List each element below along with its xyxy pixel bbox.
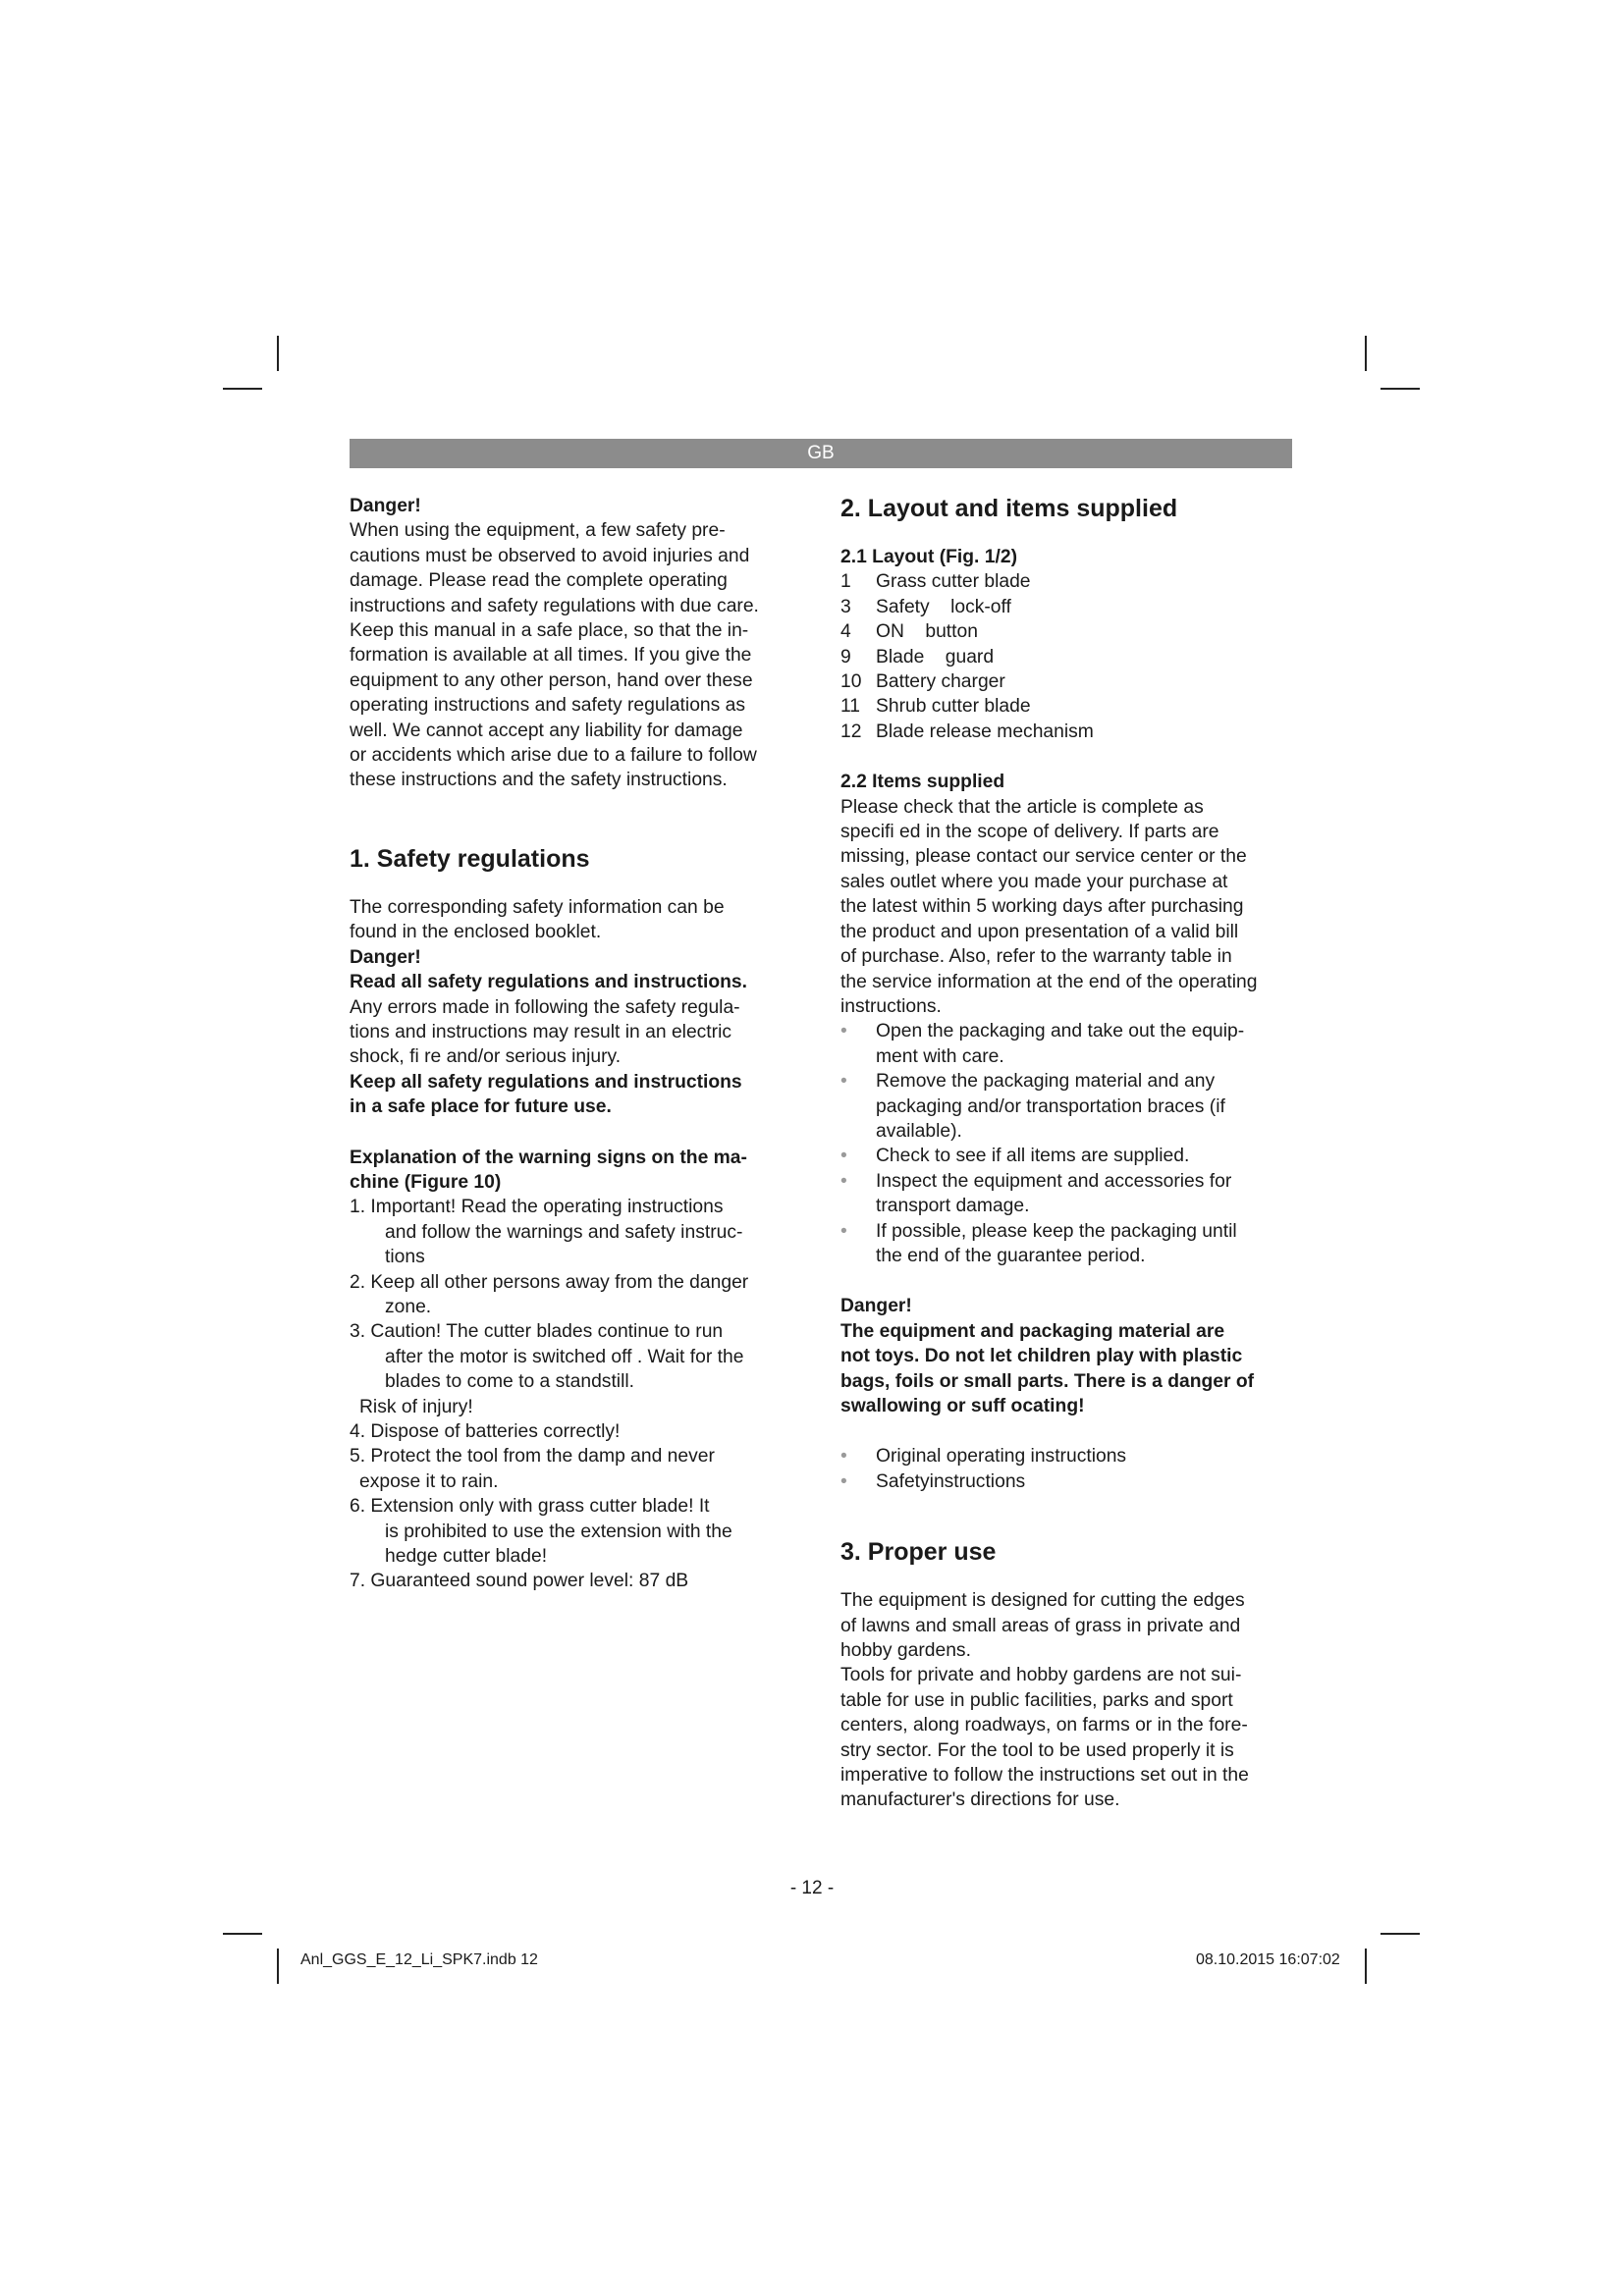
layout-item xyxy=(840,720,1302,744)
text-line: Tools for private and hobby gardens are not sui- xyxy=(840,1665,1242,1686)
text-line: imperative to follow the instructions set out in the xyxy=(840,1765,1249,1787)
danger-heading: Danger! xyxy=(350,946,421,968)
layout-item-label: ON button xyxy=(876,621,978,643)
layout-item-label: Safety lock-off xyxy=(876,596,1011,617)
layout-item xyxy=(840,569,1302,594)
text-line: Please check that the article is complete as xyxy=(840,796,1204,818)
supply-bullet-list xyxy=(840,1019,1302,1268)
subsection-title-items: 2.2 Items supplied xyxy=(840,772,1005,793)
danger-bold-paragraph xyxy=(350,1070,801,1120)
text-line: The corresponding safety information can be xyxy=(350,896,725,918)
bullet-text: the end of the guarantee period. xyxy=(876,1245,1146,1266)
text-line: swallowing or suff ocating! xyxy=(840,1396,1085,1416)
warning-item-line: 5. Protect the tool from the damp and never xyxy=(350,1446,715,1468)
danger-heading: Danger! xyxy=(840,1296,912,1317)
section-title-layout: 2. Layout and items supplied xyxy=(840,495,1178,522)
crop-mark xyxy=(277,1949,279,1984)
text-line: shock, fi re and/or serious injury. xyxy=(350,1046,622,1068)
text-line: found in the enclosed booklet. xyxy=(350,922,602,943)
section-title-safety: 1. Safety regulations xyxy=(350,844,590,873)
warning-signs-heading xyxy=(350,1146,801,1196)
warning-item-line: hedge cutter blade! xyxy=(385,1546,548,1568)
bullet-text: packaging and/or transportation braces (if xyxy=(876,1095,1225,1117)
layout-item xyxy=(840,669,1302,694)
text-line: operating instructions and safety regulations as xyxy=(350,695,746,717)
text-line: The equipment and packaging material are xyxy=(840,1320,1225,1342)
danger-heading: Danger! xyxy=(350,496,421,516)
layout-item xyxy=(840,595,1302,619)
bullet-icon: • xyxy=(840,1071,847,1093)
danger-paragraph xyxy=(350,995,801,1070)
layout-item-label: Battery charger xyxy=(876,671,1005,693)
text-line: cautions must be observed to avoid injuries and xyxy=(350,545,750,566)
language-header-bar: GB xyxy=(350,439,1292,468)
bullet-text: Safetyinstructions xyxy=(876,1470,1026,1492)
warning-item-line: 2. Keep all other persons away from the danger xyxy=(350,1271,749,1293)
text-line: instructions. xyxy=(840,995,942,1017)
bullet-text: Open the packaging and take out the equip- xyxy=(876,1021,1245,1042)
text-line: When using the equipment, a few safety pre- xyxy=(350,520,726,542)
text-line: chine (Figure 10) xyxy=(350,1171,502,1193)
text-line: damage. Please read the complete operating xyxy=(350,570,728,592)
text-line: Keep this manual in a safe place, so that the in- xyxy=(350,620,749,642)
warning-item-line: is prohibited to use the extension with the xyxy=(385,1521,732,1542)
crop-mark xyxy=(223,388,262,390)
layout-item-label: Grass cutter blade xyxy=(876,571,1031,593)
warning-item-line: 6. Extension only with grass cutter blade! It xyxy=(350,1496,710,1518)
layout-item-number: 9 xyxy=(840,646,851,667)
text-line: bags, foils or small parts. There is a danger of xyxy=(840,1370,1255,1392)
text-line: stry sector. For the tool to be used properly it is xyxy=(840,1739,1234,1761)
warning-item-line: zone. xyxy=(385,1296,432,1317)
warning-item-line: 1. Important! Read the operating instructions xyxy=(350,1197,724,1218)
warning-item-line: after the motor is switched off . Wait for the xyxy=(385,1346,744,1367)
warning-item-line: tions xyxy=(385,1247,425,1268)
layout-item-label: Blade release mechanism xyxy=(876,721,1094,742)
bullet-icon: • xyxy=(840,1470,847,1492)
text-line: Keep all safety regulations and instructions xyxy=(350,1071,742,1093)
layout-item-number: 3 xyxy=(840,596,851,617)
layout-list xyxy=(840,569,1302,744)
bullet-icon: • xyxy=(840,1146,847,1167)
text-line: sales outlet where you made your purchase at xyxy=(840,871,1228,892)
bullet-icon: • xyxy=(840,1446,847,1468)
text-line: specifi ed in the scope of delivery. If parts are xyxy=(840,822,1219,843)
text-line: of purchase. Also, refer to the warranty table in xyxy=(840,946,1232,968)
text-line: in a safe place for future use. xyxy=(350,1096,612,1118)
layout-item xyxy=(840,645,1302,669)
crop-mark xyxy=(277,336,279,371)
layout-item-number: 4 xyxy=(840,621,851,643)
warning-item-line: 3. Caution! The cutter blades continue to run xyxy=(350,1321,724,1343)
text-line: missing, please contact our service center or the xyxy=(840,846,1247,868)
right-column xyxy=(840,494,1302,1813)
bullet-item xyxy=(840,1019,1302,1069)
danger-paragraph xyxy=(350,518,801,792)
text-line: these instructions and the safety instructions. xyxy=(350,770,728,791)
bullet-text: ment with care. xyxy=(876,1045,1004,1067)
warning-item-line: 7. Guaranteed sound power level: 87 dB xyxy=(350,1571,689,1592)
layout-item-number: 10 xyxy=(840,671,862,693)
warning-item-line: 4. Dispose of batteries correctly! xyxy=(350,1421,621,1442)
text-line: or accidents which arise due to a failure to follow xyxy=(350,745,757,767)
danger-bold-paragraph xyxy=(840,1319,1302,1419)
text-line: formation is available at all times. If you give the xyxy=(350,645,752,667)
danger-bold-line: Read all safety regulations and instructions. xyxy=(350,972,748,993)
bullet-item xyxy=(840,1069,1302,1144)
warning-item-line: blades to come to a standstill. xyxy=(385,1371,635,1393)
bullet-item xyxy=(840,1144,1302,1168)
left-column xyxy=(350,494,801,1594)
items-supplied-paragraph xyxy=(840,795,1302,1020)
text-line: the service information at the end of the operating xyxy=(840,971,1258,992)
warning-item-line: expose it to rain. xyxy=(359,1470,499,1492)
bullet-text: Check to see if all items are supplied. xyxy=(876,1146,1190,1167)
layout-item-label: Blade guard xyxy=(876,646,995,667)
text-line: equipment to any other person, hand over these xyxy=(350,669,753,691)
layout-item-number: 11 xyxy=(840,696,861,718)
bullet-text: available). xyxy=(876,1120,962,1142)
warning-item-line: Risk of injury! xyxy=(359,1396,473,1417)
text-line: tions and instructions may result in an electric xyxy=(350,1021,732,1042)
section-title-proper-use: 3. Proper use xyxy=(840,1538,997,1567)
text-line: Explanation of the warning signs on the ma- xyxy=(350,1147,747,1168)
bullet-icon: • xyxy=(840,1170,847,1192)
crop-mark xyxy=(1380,1933,1420,1935)
text-line: instructions and safety regulations with due care. xyxy=(350,595,759,616)
layout-item-number: 12 xyxy=(840,721,862,742)
crop-mark xyxy=(1365,336,1367,371)
text-line: the product and upon presentation of a valid bill xyxy=(840,921,1239,942)
bullet-text: If possible, please keep the packaging until xyxy=(876,1220,1237,1242)
layout-item-label: Shrub cutter blade xyxy=(876,696,1031,718)
warning-signs-list xyxy=(350,1195,801,1594)
bullet-item xyxy=(840,1469,1302,1494)
layout-item xyxy=(840,694,1302,719)
bullet-text: Original operating instructions xyxy=(876,1446,1127,1468)
bullet-text: Inspect the equipment and accessories for xyxy=(876,1170,1232,1192)
text-line: table for use in public facilities, parks and sport xyxy=(840,1689,1233,1711)
text-line: the latest within 5 working days after purchasing xyxy=(840,896,1244,918)
bullet-icon: • xyxy=(840,1220,847,1242)
text-line: Any errors made in following the safety regula- xyxy=(350,996,740,1018)
warning-item-line: and follow the warnings and safety instruc- xyxy=(385,1221,743,1243)
layout-item-number: 1 xyxy=(840,571,851,593)
crop-mark xyxy=(223,1933,262,1935)
page-number: - 12 - xyxy=(789,1878,835,1898)
text-line: manufacturer's directions for use. xyxy=(840,1789,1120,1811)
proper-use-paragraph xyxy=(840,1588,1302,1813)
text-line: well. We cannot accept any liability for damage xyxy=(350,720,743,741)
bullet-item xyxy=(840,1169,1302,1219)
safety-intro xyxy=(350,895,801,945)
crop-mark xyxy=(1380,388,1420,390)
layout-item xyxy=(840,619,1302,644)
text-line: of lawns and small areas of grass in private and xyxy=(840,1615,1241,1636)
bullet-item xyxy=(840,1444,1302,1468)
text-line: not toys. Do not let children play with plastic xyxy=(840,1346,1243,1367)
text-line: The equipment is designed for cutting the edges xyxy=(840,1590,1245,1612)
text-line: centers, along roadways, on farms or in the fore- xyxy=(840,1715,1248,1736)
bullet-text: transport damage. xyxy=(876,1196,1030,1217)
document-bullet-list xyxy=(840,1444,1302,1494)
crop-mark xyxy=(1365,1949,1367,1984)
bullet-item xyxy=(840,1219,1302,1269)
footer-filename: Anl_GGS_E_12_Li_SPK7.indb 12 xyxy=(300,1951,538,1968)
bullet-text: Remove the packaging material and any xyxy=(876,1071,1216,1093)
footer-datetime: 08.10.2015 16:07:02 xyxy=(1196,1951,1340,1968)
text-line: hobby gardens. xyxy=(840,1640,971,1662)
bullet-icon: • xyxy=(840,1021,847,1042)
subsection-title-layout: 2.1 Layout (Fig. 1/2) xyxy=(840,547,1017,567)
